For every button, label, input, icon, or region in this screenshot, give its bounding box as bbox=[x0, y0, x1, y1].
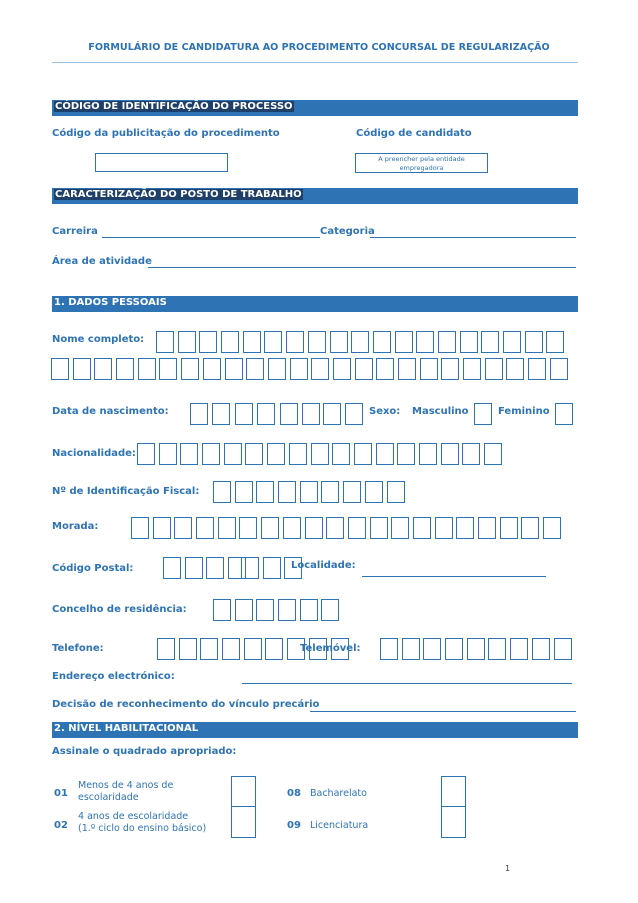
postal-code-label: Código Postal: bbox=[52, 563, 134, 574]
option-01-code: 01 bbox=[54, 788, 68, 799]
option-09-code: 09 bbox=[287, 820, 301, 831]
municipality-cells[interactable] bbox=[213, 599, 343, 621]
male-checkbox[interactable] bbox=[474, 403, 496, 425]
postal-code-cells[interactable] bbox=[163, 557, 250, 579]
birth-date-label: Data de nascimento: bbox=[52, 406, 169, 417]
section-personal-header bbox=[52, 296, 578, 312]
locality-input[interactable] bbox=[362, 563, 546, 577]
email-label: Endereço electrónico: bbox=[52, 671, 175, 682]
female-checkbox[interactable] bbox=[555, 403, 577, 425]
section-personal-title: 1. DADOS PESSOAIS bbox=[54, 297, 167, 308]
email-input[interactable] bbox=[242, 671, 572, 684]
option-02-line2: (1.º ciclo do ensino básico) bbox=[78, 823, 207, 834]
option-01-text bbox=[78, 780, 173, 804]
municipality-label: Concelho de residência: bbox=[52, 604, 187, 615]
decision-label: Decisão de reconhecimento do vínculo precário bbox=[52, 699, 320, 710]
birth-day-cells[interactable] bbox=[190, 403, 233, 425]
full-name-label: Nome completo: bbox=[52, 334, 145, 345]
locality-label: Localidade: bbox=[291, 560, 356, 571]
candidate-code-note: A preencher pela entidade empregadora bbox=[378, 155, 465, 172]
section-job-header bbox=[52, 188, 578, 204]
activity-area-input[interactable] bbox=[148, 256, 576, 268]
birth-month-cells[interactable] bbox=[235, 403, 278, 425]
category-input[interactable] bbox=[370, 226, 576, 238]
phone-label: Telefone: bbox=[52, 643, 104, 654]
publication-code-input[interactable] bbox=[95, 153, 228, 172]
address-label: Morada: bbox=[52, 521, 99, 532]
section-education-title: 2. NÍVEL HABILITACIONAL bbox=[54, 723, 199, 734]
career-input[interactable] bbox=[102, 226, 320, 238]
birth-year-cells[interactable] bbox=[280, 403, 367, 425]
mobile-label: Telemóvel: bbox=[300, 643, 361, 654]
page-number: 1 bbox=[505, 864, 511, 873]
option-02-checkbox[interactable] bbox=[231, 806, 256, 838]
sex-label: Sexo: bbox=[369, 406, 401, 417]
address-cells[interactable] bbox=[131, 517, 565, 539]
activity-area-label: Área de atividade bbox=[52, 256, 152, 267]
option-09-label: Licenciatura bbox=[310, 820, 369, 831]
section-process-title: CÓDIGO DE IDENTIFICAÇÃO DO PROCESSO bbox=[55, 101, 293, 112]
nif-cells[interactable] bbox=[213, 481, 408, 503]
candidate-code-field bbox=[355, 153, 488, 173]
publication-code-label: Código da publicitação do procedimento bbox=[52, 128, 280, 139]
option-08-label: Bacharelato bbox=[310, 788, 367, 799]
nationality-label: Nacionalidade: bbox=[52, 448, 136, 459]
mobile-cells[interactable] bbox=[380, 638, 575, 660]
option-02-line1: 4 anos de escolaridade bbox=[78, 811, 189, 822]
option-08-code: 08 bbox=[287, 788, 301, 799]
option-09-checkbox[interactable] bbox=[441, 806, 466, 838]
career-label: Carreira bbox=[52, 226, 98, 237]
option-02-code: 02 bbox=[54, 820, 68, 831]
header-divider bbox=[52, 62, 578, 63]
full-name-cells-row1[interactable] bbox=[156, 331, 568, 353]
female-label: Feminino bbox=[498, 406, 550, 417]
section-job-title: CARACTERIZAÇÃO DO POSTO DE TRABALHO bbox=[55, 189, 302, 200]
full-name-cells-row2[interactable] bbox=[51, 358, 572, 380]
option-01-checkbox[interactable] bbox=[231, 776, 256, 807]
nationality-cells[interactable] bbox=[137, 443, 506, 465]
option-02-text bbox=[78, 811, 206, 835]
section-process-header bbox=[52, 100, 578, 116]
option-08-checkbox[interactable] bbox=[441, 776, 466, 807]
category-label: Categoria bbox=[320, 226, 375, 237]
option-01-line2: escolaridade bbox=[78, 792, 139, 803]
male-label: Masculino bbox=[412, 406, 469, 417]
decision-input[interactable] bbox=[310, 699, 576, 712]
education-instruction: Assinale o quadrado apropriado: bbox=[52, 746, 237, 757]
option-01-line1: Menos de 4 anos de bbox=[78, 780, 174, 791]
candidate-code-label: Código de candidato bbox=[356, 128, 472, 139]
form-title: FORMULÁRIO DE CANDIDATURA AO PROCEDIMENTO CONCURSAL DE REGULARIZAÇÃO bbox=[88, 42, 550, 53]
section-education-header bbox=[52, 722, 578, 738]
nif-label: Nº de Identificação Fiscal: bbox=[52, 486, 200, 497]
